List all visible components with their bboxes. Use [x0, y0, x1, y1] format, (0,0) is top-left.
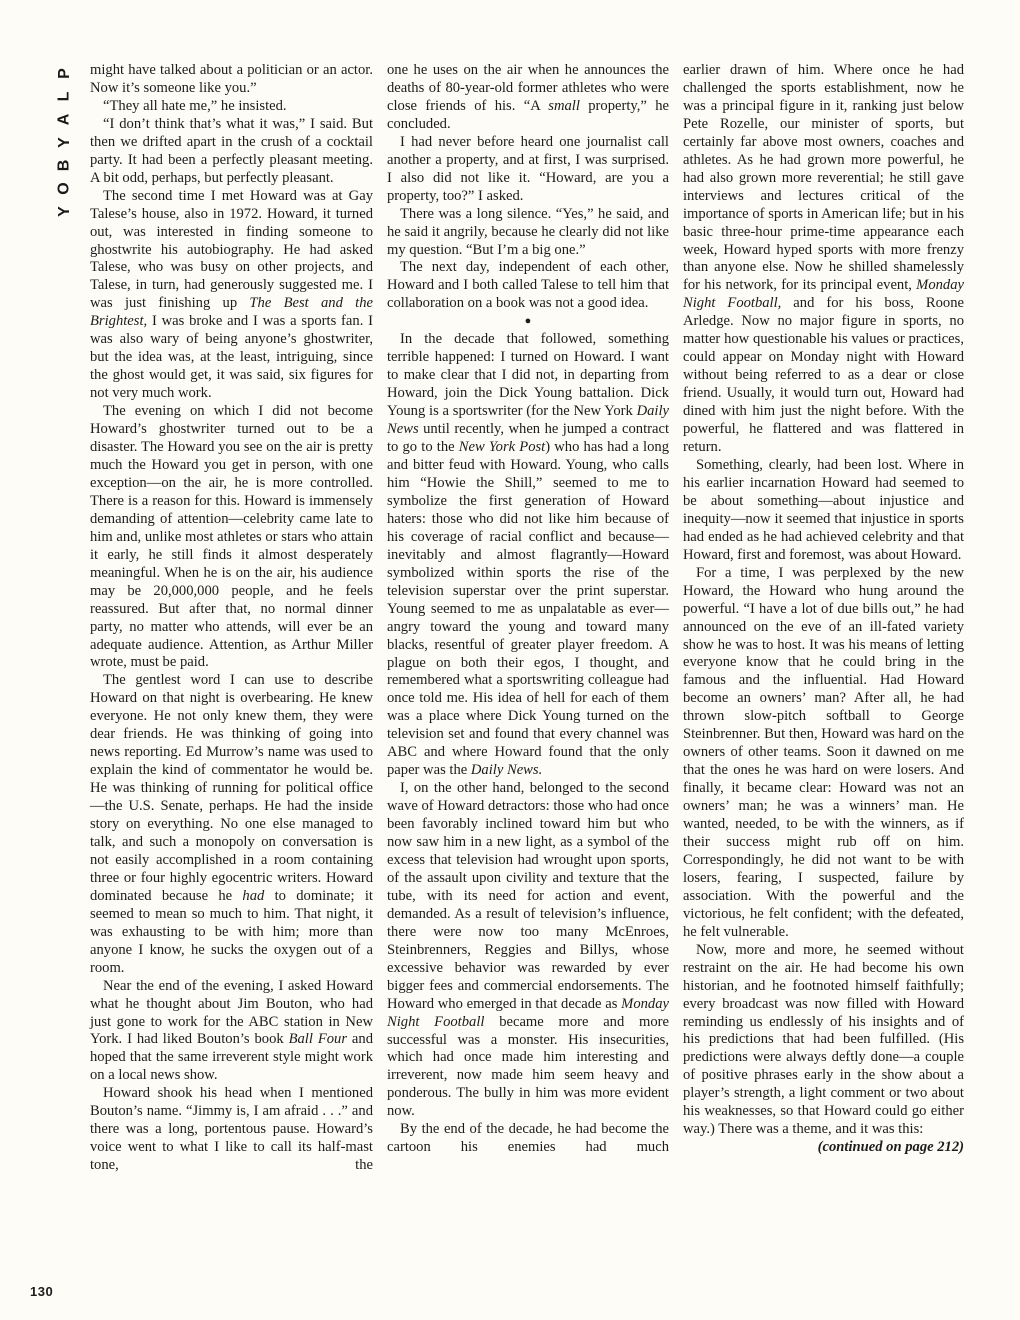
text-run: ) who has had a long and bitter feud with Howard. Young, who calls him “Howie the Shill,” seemed to me to symbolize the first generation of Howard haters: those who did not like him because of his coverage of racial conflict and because—inevitably and almost flagrantly—Howard symbolized within sports the rise of the television superstar over the print superstar. Young seemed to me as unpalatable as ever—angry toward the young and toward many blacks, resentful of greater player freedom. A plague on both their egos, I thought, and remembered what a sportswriting colleague had once told me. His idea of hell for each of them was a place where Dick Young turned on the television set and found that every channel was ABC and where Howard found that the only paper was the [387, 439, 669, 779]
paragraph [90, 672, 373, 977]
text-run: became more and more successful was a monster. His insecurities, which had once made him interesting and irreverent, now made him seem heavy and ponderous. The bully in him was more evident now. [387, 1013, 669, 1120]
show-title: Monday Night Football, [683, 277, 964, 312]
page-number: 130 [30, 1284, 54, 1299]
text-run: and hoped that the same irreverent style might work on a local news show. [90, 1031, 373, 1084]
paragraph: For a time, I was perplexed by the new Howard, the Howard who hung around the powerful. “I have a lot of due bills out,” he had announced on the eve of an ill-fated variety show he was to host. It was his means of letting everyone know that he could bring in the famous and the influential. Had Howard become an owners’ man? After all, he had thrown slow-pitch softball to George Steinbrenner. But then, Howard was hard on the owners of other teams. Soon it dawned on me that the ones he was hard on were losers. And finally, it became clear: Howard was not an owners’ man; he was a winners’ man. He wanted, needed, to be with the winners, as if their success might rub off on him. Correspondingly, he did not want to be with losers, fearing, I suspected, failure by association. With the powerful and the victorious, he felt confident; with the defeated, he felt vulnerable. [683, 564, 964, 940]
paragraph: might have talked about a politician or an actor. Now it’s someone like you.” [90, 62, 373, 96]
paragraph: The next day, independent of each other, Howard and I both called Talese to tell him that collaboration on a book was not a good idea. [387, 259, 669, 312]
article-column-3 [683, 62, 964, 1157]
paragraph: The evening on which I did not become Howard’s ghostwriter turned out to be a disaster. The Howard you see on the air is pretty much the Howard you get in person, with one exception—on the air, he is more controlled. There is a reason for this. Howard is immensely demanding of attention—celebrity came late to him and, unlike most athletes or stars who attain it early, he still finds it almost desperately meaningful. When he is on the air, his audience may be 20,000,000 people, and he feels reassured. But after that, no normal dinner party, no matter who attends, will ever be an adequate audience. Attention, as Arthur Miller wrote, must be paid. [90, 403, 373, 671]
text-run: and for his boss, Roone Arledge. Now no major figure in sports, no matter how questionable his values or practices, could appear on Monday night with Howard without being referred to as a dear or close friend. Usually, it would turn out, Howard had dined with him just the night before. With the powerful, he flattered and was flattered in return. [683, 295, 964, 456]
brand-letter: A [55, 113, 73, 126]
playboy-vertical-wordmark [57, 62, 79, 223]
paragraph: I had never before heard one journalist call another a property, and at first, I was surprised. I also did not like it. “Howard, are you a property, too?” I asked. [387, 133, 669, 204]
publication-title: Daily News. [470, 762, 543, 779]
brand-letter: Y [55, 206, 73, 217]
paragraph [387, 62, 669, 134]
publication-title: New York Post [458, 439, 546, 456]
paragraph: By the end of the decade, he had become the cartoon his enemies had much [387, 1121, 669, 1156]
paragraph: Now, more and more, he seemed without restraint on the air. He had become his own historian, and he footnoted himself faithfully; every broadcast was now filled with Howard reminding us endlessly of his insights and of his predictions that had been fulfilled. (His predictions were always deftly done—a couple of positive phrases early in the show about a player’s strength, a light comment or two about his weaknesses, so that Howard could go either way.) There was a theme, and it was this: [683, 941, 964, 1138]
paragraph: Howard shook his head when I mentioned Bouton’s name. “Jimmy is, I am afraid . . .” and there was a long, portentous pause. Howard’s voice went to what I like to call its half-mast tone, the [90, 1085, 373, 1174]
text-run: until recently, when he jumped a contract to go to the [387, 421, 669, 456]
paragraph: There was a long silence. “Yes,” he said, and he said it angrily, because he clearly did not like my question. “But I’m a big one.” [387, 205, 669, 258]
text-run: I, on the other hand, belonged to the second wave of Howard detractors: those who had once been favorably inclined toward him but who now saw him in a new light, as a symbol of the excess that television had wrought upon sports, of the assault upon civility and texture that the tube, with its need for action and event, demanded. As a result of television’s influence, there were now too many McEnroes, Steinbrenners, Reggies and Billys, whose excessive behavior was rewarded by ever bigger fees and commercial endorsements. The Howard who emerged in that decade as [387, 780, 669, 1012]
continued-on-page-link[interactable]: (continued on page 212) [817, 1139, 964, 1156]
brand-letter: B [55, 159, 73, 172]
text-run: In the decade that followed, something terrible happened: I turned on Howard. I want to make clear that I did not, in departing from Howard, join the Dick Young battalion. Dick Young is a sportswriter (for the New York [387, 331, 669, 420]
brand-letter: L [55, 91, 73, 102]
emphasis: had [242, 887, 265, 904]
brand-letter: O [55, 182, 73, 195]
paragraph: “I don’t think that’s what it was,” I said. But then we drifted apart in the crush of a cocktail party. It had been a perfectly pleasant meeting. A bit odd, perhaps, but perfectly pleasant. [90, 115, 373, 186]
text-run: Near the end of the evening, I asked Howard what he thought about Jim Bouton, who had just gone to work for the ABC station in New York. I had liked Bouton’s book [90, 977, 373, 1048]
section-break-bullet: ● [524, 315, 532, 328]
paragraph [387, 331, 669, 780]
brand-letter: P [55, 68, 73, 79]
paragraph [90, 978, 373, 1086]
text-run: property,” he concluded. [387, 97, 669, 132]
article-column-1 [90, 62, 373, 1175]
publication-title: Daily News [387, 403, 669, 438]
show-title: Monday Night Football [387, 995, 669, 1030]
book-title: The Best and the Brightest, [90, 295, 373, 330]
paragraph: Something, clearly, had been lost. Where in his earlier incarnation Howard had seemed to be about something—about injustice and inequity—now it seemed that injustice in sports had ended as he had achieved celebrity and that Howard, first and foremost, was about Howard. [683, 456, 964, 563]
paragraph [387, 780, 669, 1121]
text-run: The second time I met Howard was at Gay Talese’s house, also in 1972. Howard, it turned out, was interested in finding someone to ghostwrite his autobiography. He had asked Talese, who was busy on other projects, and Talese, in turn, had generously suggested me. I was just finishing up [90, 187, 373, 312]
text-run: earlier drawn of him. Where once he had challenged the sports establishment, now he was a principal figure in it, ranking just below Pete Rozelle, our minister of sports, but certainly far above most owners, coaches and athletes. As he had grown more powerful, he had also grown more reverential; he still gave interviews and lectures critical of the importance of sports in American life; but in his basic three-hour prime-time appearance each week, Howard hyped sports with more frenzy than anyone else. Now he shilled shamelessly for his network, for its principal event, [683, 62, 964, 294]
paragraph: “They all hate me,” he insisted. [103, 97, 287, 114]
paragraph [683, 62, 964, 457]
article-column-2 [387, 62, 669, 1157]
book-title: Ball Four [288, 1031, 348, 1048]
text-run: one he uses on the air when he announces the deaths of 80-year-old former athletes who were close friends of his. “A [387, 62, 669, 114]
text-run: The gentlest word I can use to describe Howard on that night is overbearing. He knew everyone. He not only knew them, they were dear friends. He was thinking of going into news reporting. Ed Murrow’s name was used to explain the kind of commentator he would be. He was thinking of running for political office—the U.S. Senate, perhaps. He had the inside story on everything. No one else managed to talk, and such a monopoly on conversation is not easily accomplished in a room containing three or four highly egocentric writers. Howard dominated because he [90, 672, 373, 904]
text-run: I was broke and I was a sports fan. I was also wary of being anyone’s ghostwriter, but the idea was, at the least, intriguing, since the ghost would get, it was said, six figures for not very much work. [90, 313, 373, 402]
brand-letter: Y [55, 137, 73, 148]
text-run: to dominate; it seemed to mean so much to him. That night, it was exhausting to be with him; more than anyone I know, he sucks the oxygen out of a room. [90, 887, 373, 976]
paragraph [90, 188, 373, 403]
emphasis: small [548, 97, 580, 114]
